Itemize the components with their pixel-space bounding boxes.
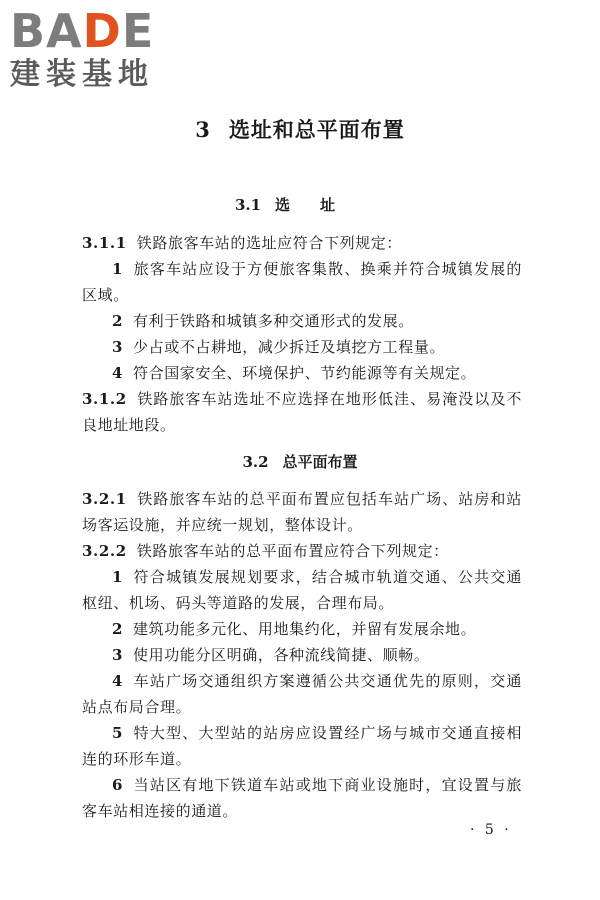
section-body-3-2 <box>82 486 522 824</box>
clause-3-1-1 <box>82 230 522 256</box>
clause-text: 铁路旅客车站的选址应符合下列规定： <box>136 234 402 252</box>
item-text: 旅客车站应设于方便旅客集散、换乘并符合城镇发展的区域。 <box>82 260 522 304</box>
item-text: 建筑功能多元化、用地集约化，并留有发展余地。 <box>133 620 477 638</box>
clause-number: 3.1.1 <box>82 234 127 252</box>
item-text: 有利于铁路和城镇多种交通形式的发展。 <box>133 312 414 330</box>
logo-wordmark-suffix: E <box>121 4 155 58</box>
item-number: 6 <box>112 776 124 794</box>
section-name: 选址 <box>275 196 366 214</box>
brand-logo <box>10 4 180 98</box>
clause-3-2-2 <box>82 538 522 564</box>
section-body-3-1 <box>82 230 522 438</box>
list-item <box>82 616 522 642</box>
item-number: 2 <box>112 620 124 638</box>
clause-text: 铁路旅客车站的总平面布置应符合下列规定： <box>136 542 449 560</box>
clause-text: 铁路旅客车站的总平面布置应包括车站广场、站房和站场客运设施，并应统一规划，整体设计。 <box>82 490 522 534</box>
item-text: 当站区有地下铁道车站或地下商业设施时，宜设置与旅客车站相连接的通道。 <box>82 776 522 820</box>
item-text: 特大型、大型站的站房应设置经广场与城市交通直接相连的环形车道。 <box>82 724 522 768</box>
item-text: 车站广场交通组织方案遵循公共交通优先的原则，交通站点布局合理。 <box>82 672 522 716</box>
list-item <box>82 668 522 720</box>
list-item <box>82 360 522 386</box>
clause-3-2-1 <box>82 486 522 538</box>
clause-number: 3.2.2 <box>82 542 127 560</box>
item-number: 2 <box>112 312 124 330</box>
logo-wordmark <box>10 4 180 58</box>
item-text: 符合城镇发展规划要求，结合城市轨道交通、公共交通枢纽、机场、码头等道路的发展，合理布局。 <box>82 568 522 612</box>
item-number: 3 <box>112 338 124 356</box>
chapter-number: 3 <box>195 117 211 142</box>
list-item <box>82 772 522 824</box>
list-item <box>82 308 522 334</box>
clause-text: 铁路旅客车站选址不应选择在地形低洼、易淹没以及不良地址地段。 <box>82 390 522 434</box>
item-number: 3 <box>112 646 124 664</box>
section-number: 3.1 <box>234 196 262 214</box>
section-title-3-2 <box>0 451 600 472</box>
section-number: 3.2 <box>242 453 269 471</box>
section-title-3-1 <box>0 194 600 215</box>
item-number: 1 <box>112 568 124 586</box>
list-item <box>82 720 522 772</box>
logo-tagline: 建装基地 <box>10 57 154 92</box>
chapter-name: 选址和总平面布置 <box>228 117 405 142</box>
item-number: 5 <box>112 724 124 742</box>
item-number: 4 <box>112 672 124 690</box>
clause-3-1-2 <box>82 386 522 438</box>
list-item <box>82 642 522 668</box>
item-text: 使用功能分区明确，各种流线简捷、顺畅。 <box>133 646 430 664</box>
logo-wordmark-prefix: BA <box>10 4 83 58</box>
list-item <box>82 256 522 308</box>
clause-number: 3.1.2 <box>82 390 127 408</box>
page-number: · 5 · <box>470 822 512 838</box>
item-text: 少占或不占耕地，减少拆迁及填挖方工程量。 <box>133 338 446 356</box>
item-number: 4 <box>112 364 124 382</box>
item-number: 1 <box>112 260 124 278</box>
clause-number: 3.2.1 <box>82 490 127 508</box>
list-item <box>82 564 522 616</box>
list-item <box>82 334 522 360</box>
item-text: 符合国家安全、环境保护、节约能源等有关规定。 <box>133 364 477 382</box>
logo-wordmark-accent: D <box>82 4 122 58</box>
chapter-title <box>0 114 600 144</box>
section-name: 总平面布置 <box>282 453 358 471</box>
